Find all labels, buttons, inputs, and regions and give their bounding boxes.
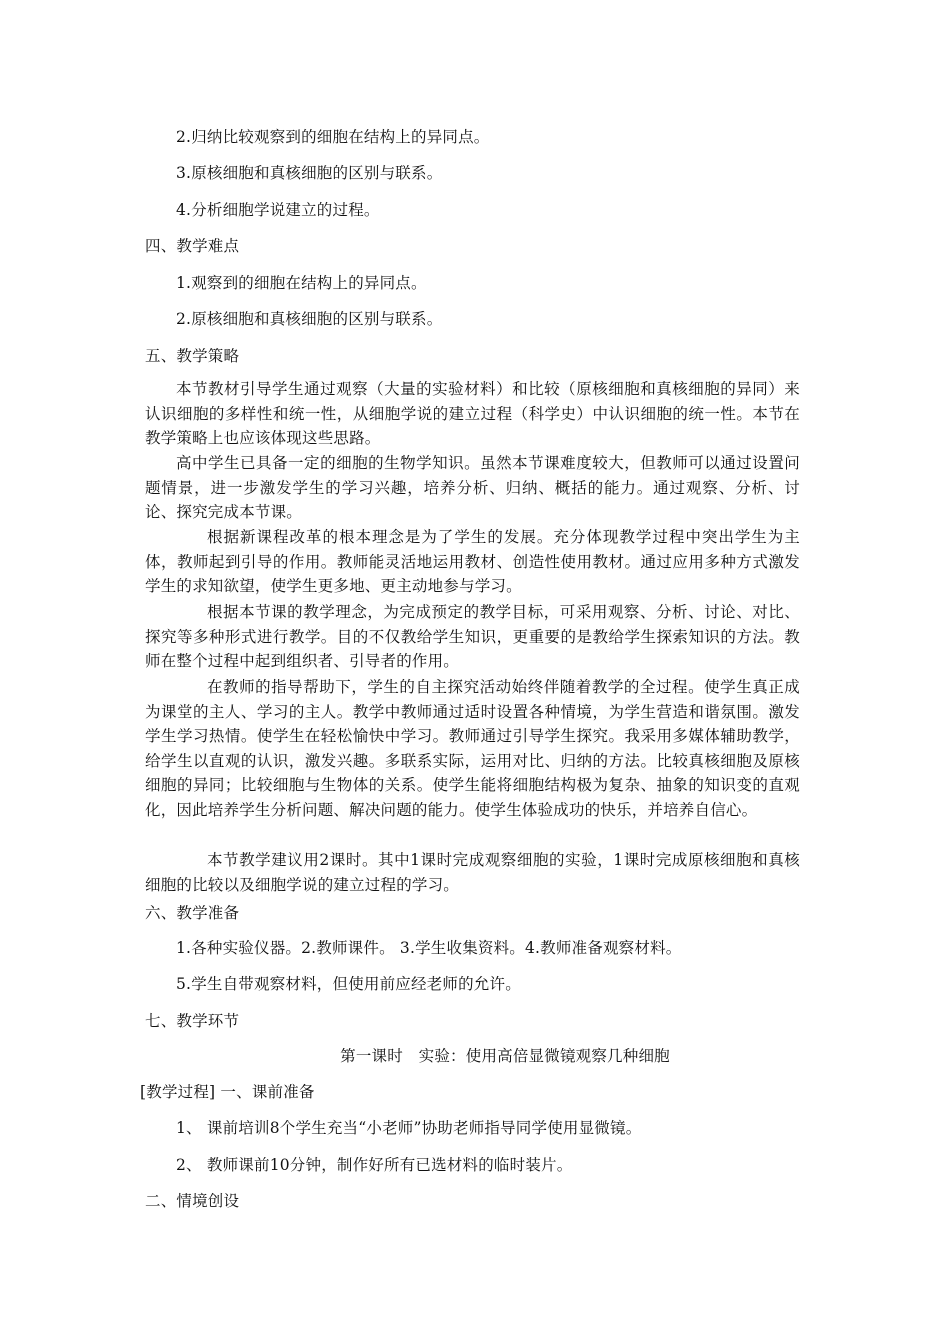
strategy-paragraph-5: 在教师的指导帮助下，学生的自主探究活动始终伴随着教学的全过程。使学生真正成为课堂的主人、学习的主人。教学中教师通过适时设置各种情境，为学生营造和谐氛围。激发学生学习热情。使学生在轻松愉快中学习。教师通过引导学生探究。我采用多媒体辅助教学，给学生以直观的认识，激发兴趣。多联系实际，运用对比、归纳的方法。比较真核细胞及原核细胞的异同；比较细胞与生物体的关系。使学生能将细胞结构极为复杂、抽象的知识变的直观化，因此培养学生分析问题、解决问题的能力。使学生体验成功的快乐，并培养自信心。 xyxy=(145,678,800,819)
strategy-paragraph-2: 高中学生已具备一定的细胞的生物学知识。虽然本节课难度较大，但教师可以通过设置问题情景，进一步激发学生的学习兴趣，培养分析、归纳、概括的能力。通过观察、分析、讨论、探究完成本节课。 xyxy=(145,454,800,521)
process-item-2: 2、 教师课前10分钟，制作好所有已选材料的临时装片。 xyxy=(176,1156,573,1174)
strategy-paragraph-1: 本节教材引导学生通过观察（大量的实验材料）和比较（原核细胞和真核细胞的异同）来认识细胞的多样性和统一性，从细胞学说的建立过程（科学史）中认识细胞的统一性。本节在教学策略上也应该体现这些思路。 xyxy=(145,380,800,447)
focus-item-4: 4.分析细胞学说建立的过程。 xyxy=(176,201,380,219)
strategy-paragraph-6: 本节教学建议用2课时。其中1课时完成观察细胞的实验，1课时完成原核细胞和真核细胞的比较以及细胞学说的建立过程的学习。 xyxy=(145,851,800,894)
focus-item-3: 3.原核细胞和真核细胞的区别与联系。 xyxy=(176,164,443,182)
difficulty-item-2: 2.原核细胞和真核细胞的区别与联系。 xyxy=(176,310,443,328)
difficulty-item-1: 1.观察到的细胞在结构上的异同点。 xyxy=(176,274,427,292)
section5-heading: 五、教学策略 xyxy=(145,347,240,365)
section6-heading: 六、教学准备 xyxy=(145,904,240,922)
section7-heading: 七、教学环节 xyxy=(145,1012,240,1030)
prep-item-1: 1.各种实验仪器。2.教师课件。 3.学生收集资料。4.教师准备观察材料。 xyxy=(176,939,682,957)
process-item-1: 1、 课前培训8个学生充当“小老师”协助老师指导同学使用显微镜。 xyxy=(176,1119,642,1137)
scenario-heading: 二、情境创设 xyxy=(145,1192,240,1210)
strategy-paragraph-3: 根据新课程改革的根本理念是为了学生的发展。充分体现教学过程中突出学生为主体，教师起到引导的作用。教师能灵活地运用教材、创造性使用教材。通过应用多种方式激发学生的求知欲望，使学生更多地、更主动地参与学习。 xyxy=(145,528,800,595)
process-heading: [教学过程] 一、课前准备 xyxy=(140,1083,315,1101)
section4-heading: 四、教学难点 xyxy=(145,237,240,255)
prep-item-2: 5.学生自带观察材料，但使用前应经老师的允许。 xyxy=(176,975,521,993)
focus-item-2: 2.归纳比较观察到的细胞在结构上的异同点。 xyxy=(176,128,490,146)
lesson-title: 第一课时 实验：使用高倍显微镜观察几种细胞 xyxy=(340,1047,670,1065)
strategy-paragraph-4: 根据本节课的教学理念，为完成预定的教学目标，可采用观察、分析、讨论、对比、探究等多种形式进行教学。目的不仅教给学生知识，更重要的是教给学生探索知识的方法。教师在整个过程中起到组织者、引导者的作用。 xyxy=(145,603,800,670)
